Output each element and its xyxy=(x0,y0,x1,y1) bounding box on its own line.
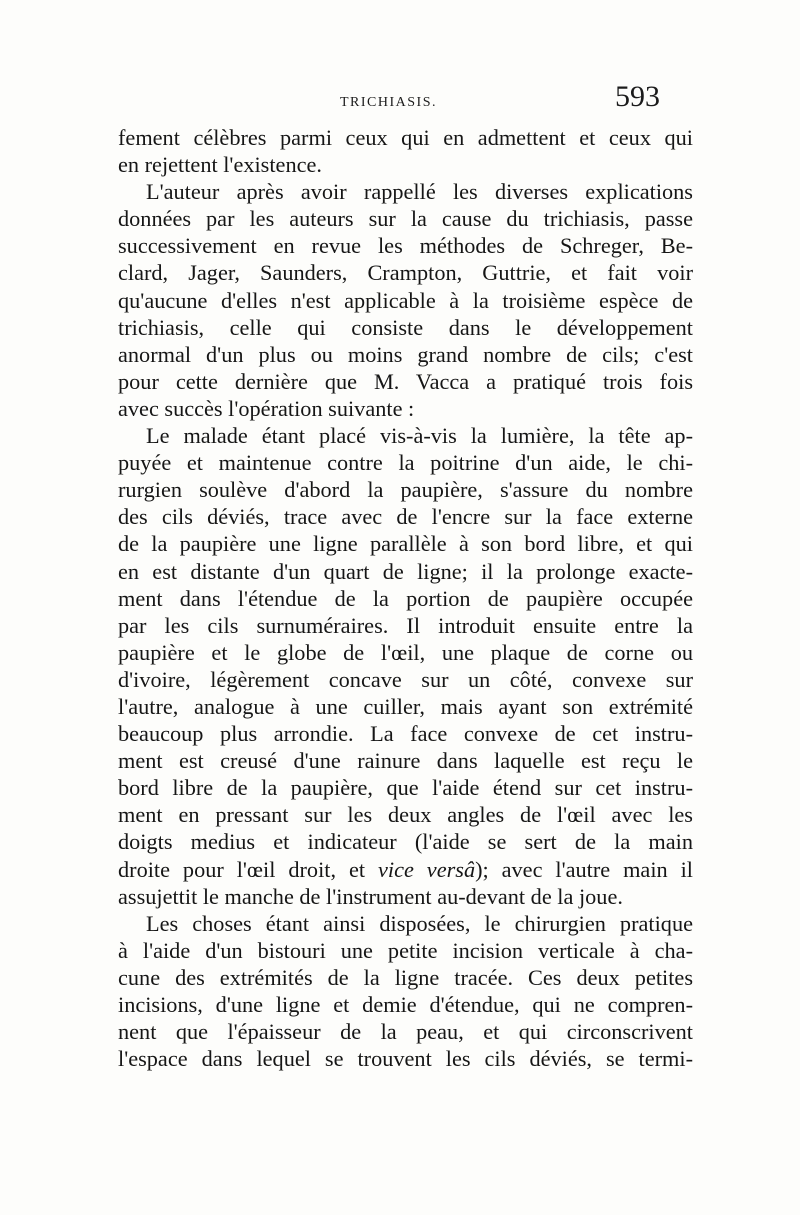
text-line xyxy=(118,856,693,883)
text-line: fement célèbres parmi ceux qui en admettent et ceux qui xyxy=(118,125,693,150)
text-line: en rejettent l'existence. xyxy=(118,152,322,178)
text-line: ment est creusé d'une rainure dans laquelle est reçu le xyxy=(118,748,693,774)
text-line: clard, Jager, Saunders, Crampton, Guttrie, et fait voir xyxy=(118,260,693,286)
text-line: assujettit le manche de l'instrument au-devant de la joue. xyxy=(118,883,623,909)
text-fragment: droite pour l'œil droit, et xyxy=(118,856,378,882)
text-line: avec succès l'opération suivante : xyxy=(118,395,415,421)
text-line: à l'aide d'un bistouri une petite incision verticale à cha- xyxy=(118,937,693,963)
text-line: des cils déviés, trace avec de l'encre sur la face externe xyxy=(118,504,693,530)
text-line: ment en pressant sur les deux angles de l'œil avec les xyxy=(118,802,693,828)
body-text xyxy=(118,124,693,1072)
text-line: incisions, d'une ligne et demie d'étendue, qui ne compren- xyxy=(118,992,693,1017)
italic-phrase: vice versâ xyxy=(377,856,476,882)
text-line: l'autre, analogue à une cuiller, mais ayant son extrémité xyxy=(118,693,693,719)
text-line: successivement en revue les méthodes de Schreger, Be- xyxy=(118,233,693,259)
text-line: Le malade étant placé vis-à-vis la lumière, la tête ap- xyxy=(146,423,693,449)
text-line: trichiasis, celle qui consiste dans le développement xyxy=(118,314,693,340)
text-fragment: ); avec l'autre main il xyxy=(475,856,693,882)
text-line: pour cette dernière que M. Vacca a pratiqué trois fois xyxy=(118,368,693,394)
text-line: rurgien soulève d'abord la paupière, s'assure du nombre xyxy=(118,477,693,503)
text-line: données par les auteurs sur la cause du trichiasis, passe xyxy=(118,206,693,232)
text-line: l'espace dans lequel se trouvent les cils déviés, se termi- xyxy=(118,1046,693,1072)
text-line: L'auteur après avoir rappellé les diverses explications xyxy=(146,179,693,205)
text-line: beaucoup plus arrondie. La face convexe de cet instru- xyxy=(118,721,693,747)
text-line: paupière et le globe de l'œil, une plaque de corne ou xyxy=(118,639,693,665)
text-line: anormal d'un plus ou moins grand nombre de cils; c'est xyxy=(118,341,693,367)
text-line: doigts medius et indicateur (l'aide se sert de la main xyxy=(118,829,693,855)
text-line: Les choses étant ainsi disposées, le chirurgien pratique xyxy=(146,910,693,936)
text-line: nent que l'épaisseur de la peau, et qui circonscrivent xyxy=(118,1019,693,1045)
text-line: puyée et maintenue contre la poitrine d'un aide, le chi- xyxy=(118,450,693,476)
text-line: de la paupière une ligne parallèle à son bord libre, et qui xyxy=(118,531,693,557)
text-line: ment dans l'étendue de la portion de paupière occupée xyxy=(118,585,693,611)
text-line: d'ivoire, légèrement concave sur un côté, convexe sur xyxy=(118,666,693,692)
page-number: 593 xyxy=(615,80,660,113)
running-title: TRICHIASIS. xyxy=(340,95,438,110)
text-line: par les cils surnuméraires. Il introduit ensuite entre la xyxy=(118,612,693,638)
text-line: en est distante d'un quart de ligne; il la prolonge exacte- xyxy=(118,558,693,584)
text-line: cune des extrémités de la ligne tracée. Ces deux petites xyxy=(118,964,693,990)
text-line: bord libre de la paupière, que l'aide étend sur cet instru- xyxy=(118,775,693,801)
text-line: qu'aucune d'elles n'est applicable à la troisième espèce de xyxy=(118,287,693,313)
